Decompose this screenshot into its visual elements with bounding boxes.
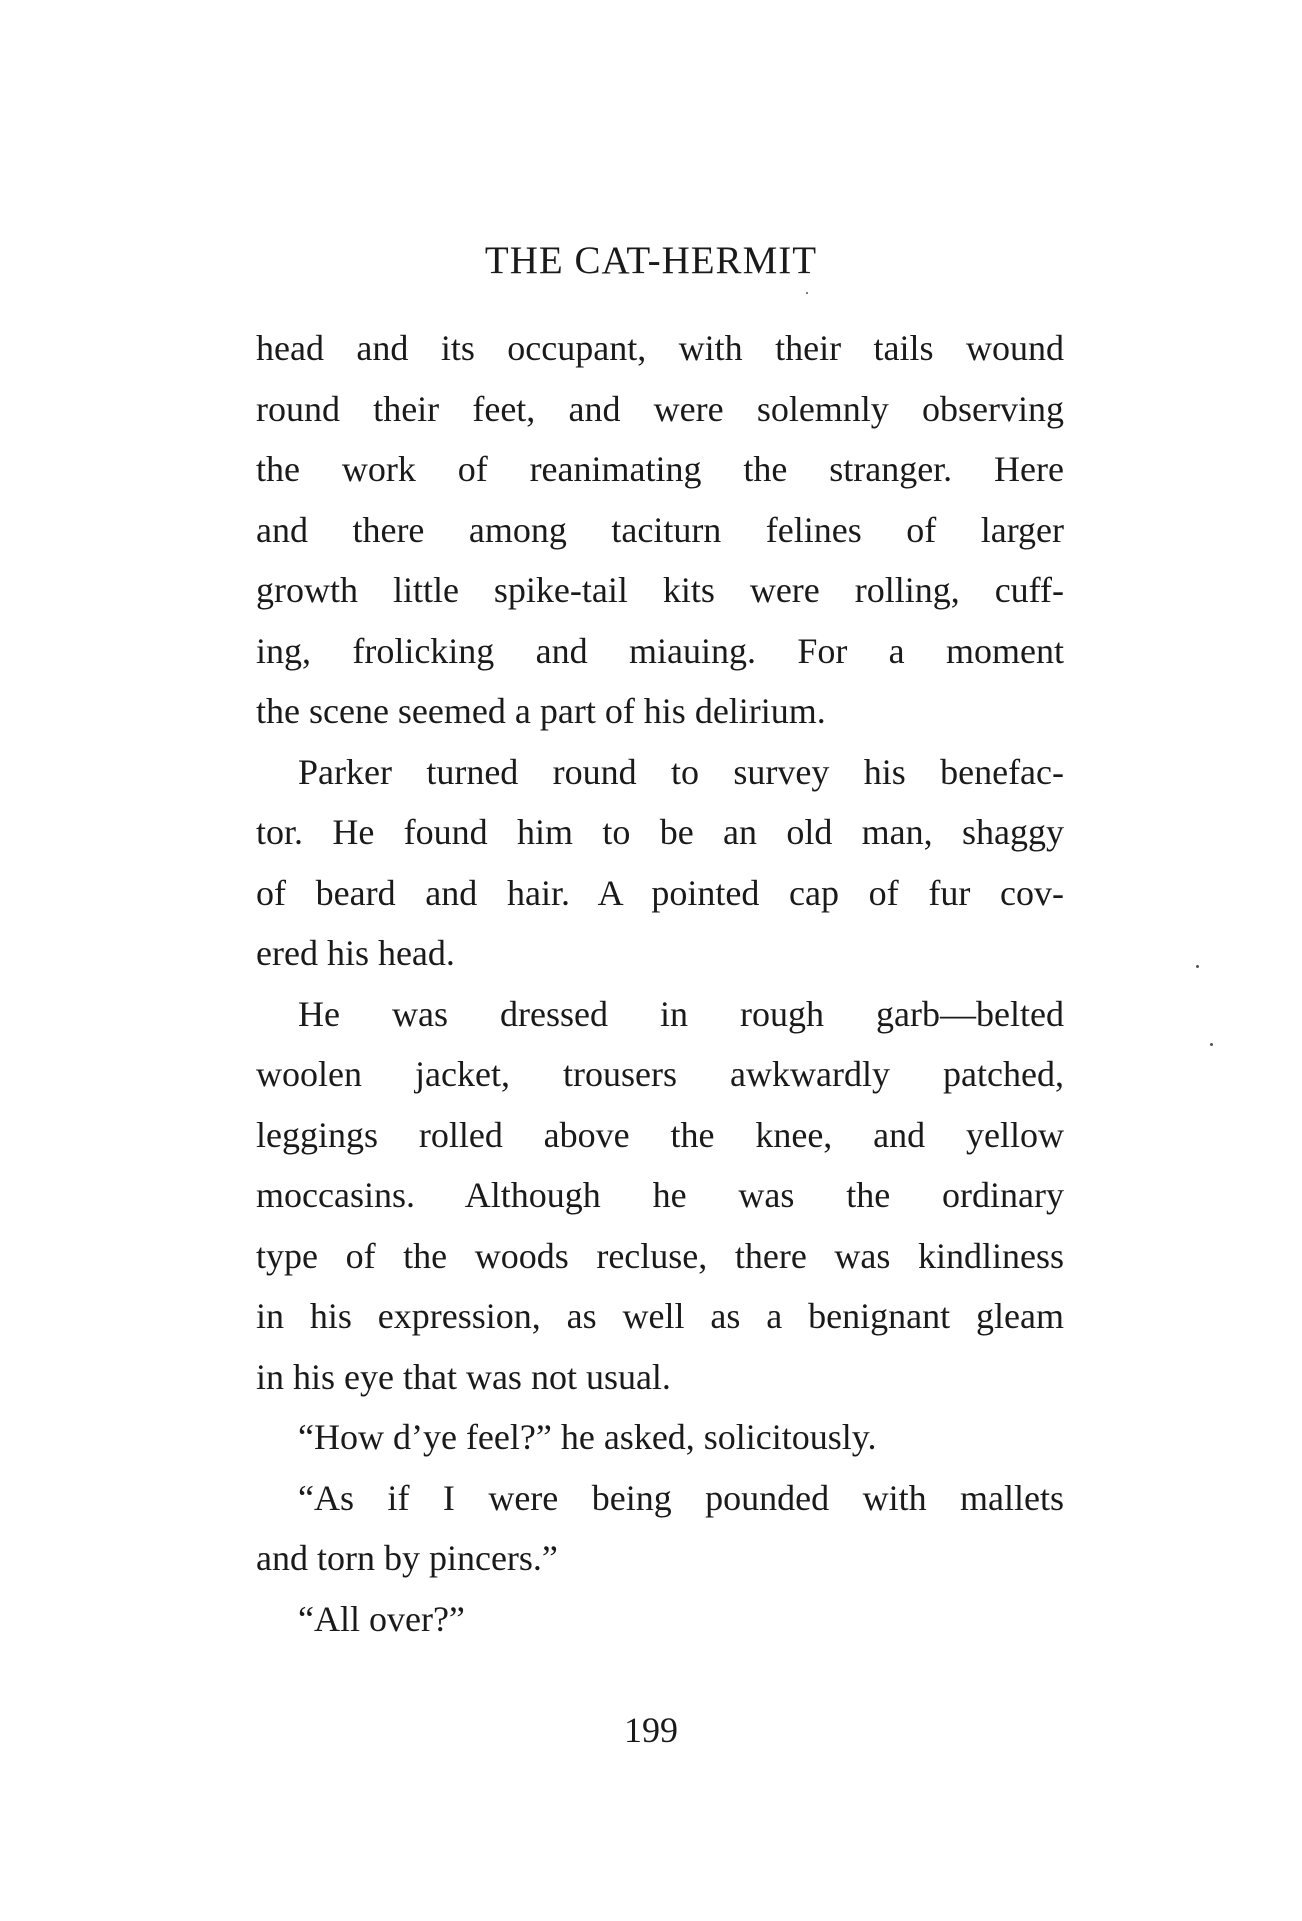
print-speck [1210, 1043, 1213, 1046]
text-line: the work of reanimating the stranger. Here [256, 449, 1064, 489]
text-line: in his expression, as well as a benignant gleam [256, 1296, 1064, 1336]
text-line: type of the woods recluse, there was kindliness [256, 1235, 1064, 1276]
text-line: the scene seemed a part of his delirium. [256, 691, 826, 731]
text-line: moccasins. Although he was the ordinary [256, 1175, 1064, 1215]
running-head: THE CAT-HERMIT [484, 239, 818, 282]
text-line: Parker turned round to survey his benefac- [298, 751, 1064, 792]
text-line: “As if I were being pounded with mallets [298, 1477, 1064, 1518]
print-speck [806, 292, 808, 294]
text-line: woolen jacket, trousers awkwardly patched, [256, 1054, 1064, 1094]
text-line: “How d’ye feel?” he asked, solicitously. [298, 1417, 877, 1457]
text-line: round their feet, and were solemnly observing [256, 388, 1064, 429]
text-line: in his eye that was not usual. [256, 1356, 671, 1397]
text-line: tor. He found him to be an old man, shaggy [256, 812, 1064, 852]
text-line: and torn by pincers.” [256, 1538, 558, 1578]
text-line: growth little spike-tail kits were rolling, cuff- [256, 570, 1064, 610]
text-line: and there among taciturn felines of larger [256, 509, 1064, 550]
text-line: ered his head. [256, 933, 455, 973]
text-line: He was dressed in rough garb—belted [298, 993, 1064, 1034]
print-speck [1196, 965, 1199, 968]
text-line: of beard and hair. A pointed cap of fur cov- [256, 872, 1064, 913]
text-line: leggings rolled above the knee, and yellow [256, 1114, 1064, 1155]
text-line: ing, frolicking and miauing. For a moment [256, 630, 1064, 671]
body-text [256, 318, 1064, 1649]
text-line: head and its occupant, with their tails wound [256, 328, 1064, 368]
text-line: “All over?” [298, 1598, 465, 1639]
page-number: 199 [624, 1710, 678, 1750]
